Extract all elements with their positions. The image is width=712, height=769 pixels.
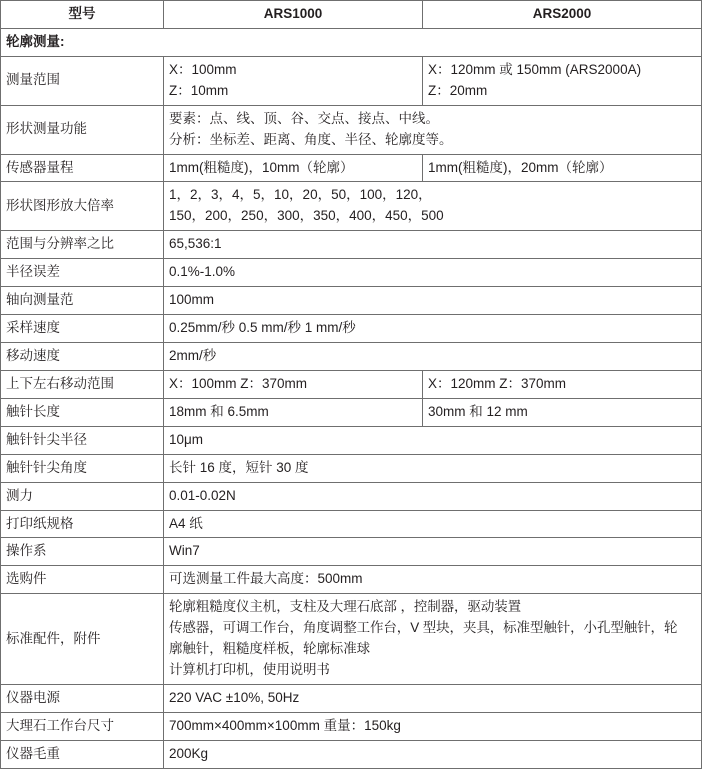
table-row-stylus-tip-angle bbox=[1, 454, 702, 482]
row-label-range-resolution-ratio: 范围与分辨率之比 bbox=[1, 231, 164, 259]
row-value-stylus-tip-angle: 长针 16 度，短针 30 度 bbox=[164, 454, 702, 482]
row-value-stylus-tip-radius: 10μm bbox=[164, 426, 702, 454]
row-value-measure-range-ars1000 bbox=[164, 56, 423, 105]
row-value-travel-range-ars1000: X：100mm Z：370mm bbox=[164, 370, 423, 398]
row-value-paper-spec: A4 纸 bbox=[164, 510, 702, 538]
table-row-accessories bbox=[1, 594, 702, 685]
row-value-options: 可选测量工件最大高度：500mm bbox=[164, 566, 702, 594]
row-label-travel-range: 上下左右移动范围 bbox=[1, 370, 164, 398]
row-label-os: 操作系 bbox=[1, 538, 164, 566]
table-row-paper-spec bbox=[1, 510, 702, 538]
row-value-os: Win7 bbox=[164, 538, 702, 566]
row-label-marble-table-size: 大理石工作台尺寸 bbox=[1, 712, 164, 740]
header-model-label: 型号 bbox=[1, 1, 164, 29]
table-row-shape-function bbox=[1, 105, 702, 154]
accessories-line2: 传感器，可调工作台，角度调整工作台，V 型块，夹具，标准型触针，小孔型触针，轮 bbox=[169, 620, 678, 636]
shape-function-line1: 要素：点、线、顶、谷、交点、接点、中线。 bbox=[169, 110, 439, 126]
row-value-power: 220 VAC ±10%, 50Hz bbox=[164, 684, 702, 712]
table-row-options bbox=[1, 566, 702, 594]
row-value-range-resolution-ratio: 65,536:1 bbox=[164, 231, 702, 259]
table-row-magnification bbox=[1, 182, 702, 231]
table-row-range-resolution-ratio bbox=[1, 231, 702, 259]
row-label-magnification: 形状图形放大倍率 bbox=[1, 182, 164, 231]
measure-range-a-line1: X：100mm bbox=[169, 61, 237, 77]
row-label-radius-error: 半径误差 bbox=[1, 259, 164, 287]
row-value-travel-range-ars2000: X：120mm Z：370mm bbox=[423, 370, 702, 398]
row-value-stylus-length-ars2000: 30mm 和 12 mm bbox=[423, 398, 702, 426]
row-label-power: 仪器电源 bbox=[1, 684, 164, 712]
row-value-accessories bbox=[164, 594, 702, 685]
row-label-shape-function: 形状测量功能 bbox=[1, 105, 164, 154]
row-value-magnification bbox=[164, 182, 702, 231]
row-value-shape-function bbox=[164, 105, 702, 154]
row-value-axial-range: 100mm bbox=[164, 287, 702, 315]
row-value-sensor-range-ars2000: 1mm(粗糙度)，20mm（轮廓） bbox=[423, 154, 702, 182]
table-row-radius-error bbox=[1, 259, 702, 287]
magnification-line2: 150，200，250，300，350，400，450，500 bbox=[169, 208, 444, 224]
magnification-line1: 1，2，3，4，5，10，20，50，100，120， bbox=[169, 187, 432, 203]
row-value-radius-error: 0.1%-1.0% bbox=[164, 259, 702, 287]
table-header-row bbox=[1, 1, 702, 29]
table-row-travel-range bbox=[1, 370, 702, 398]
table-row-axial-range bbox=[1, 287, 702, 315]
table-row-sampling-speed bbox=[1, 315, 702, 343]
row-label-stylus-tip-radius: 触针针尖半径 bbox=[1, 426, 164, 454]
measure-range-b-line1: X：120mm 或 150mm (ARS2000A) bbox=[428, 61, 642, 77]
row-value-marble-table-size: 700mm×400mm×100mm 重量：150kg bbox=[164, 712, 702, 740]
measure-range-b-line2: Z：20mm bbox=[428, 82, 488, 98]
table-row-os bbox=[1, 538, 702, 566]
row-label-measure-range: 测量范围 bbox=[1, 56, 164, 105]
shape-function-line2: 分析：坐标差、距离、角度、半径、轮廓度等。 bbox=[169, 131, 453, 147]
row-value-measuring-force: 0.01-0.02N bbox=[164, 482, 702, 510]
section-title-profile-measurement: 轮廓测量: bbox=[1, 28, 702, 56]
row-value-stylus-length-ars1000: 18mm 和 6.5mm bbox=[164, 398, 423, 426]
table-row-measuring-force bbox=[1, 482, 702, 510]
measure-range-a-line2: Z：10mm bbox=[169, 82, 229, 98]
header-column-ars1000: ARS1000 bbox=[164, 1, 423, 29]
row-label-accessories: 标准配件，附件 bbox=[1, 594, 164, 685]
table-row-power bbox=[1, 684, 702, 712]
row-value-sampling-speed: 0.25mm/秒 0.5 mm/秒 1 mm/秒 bbox=[164, 315, 702, 343]
table-row-move-speed bbox=[1, 342, 702, 370]
table-row-sensor-range bbox=[1, 154, 702, 182]
table-row-stylus-tip-radius bbox=[1, 426, 702, 454]
row-value-sensor-range-ars1000: 1mm(粗糙度)，10mm（轮廓） bbox=[164, 154, 423, 182]
accessories-line4: 计算机打印机，使用说明书 bbox=[169, 662, 330, 678]
row-label-stylus-length: 触针长度 bbox=[1, 398, 164, 426]
table-row-marble-table-size bbox=[1, 712, 702, 740]
row-value-gross-weight: 200Kg bbox=[164, 740, 702, 768]
row-label-axial-range: 轴向测量范 bbox=[1, 287, 164, 315]
row-label-gross-weight: 仪器毛重 bbox=[1, 740, 164, 768]
table-row-gross-weight bbox=[1, 740, 702, 768]
header-column-ars2000: ARS2000 bbox=[423, 1, 702, 29]
row-value-measure-range-ars2000 bbox=[423, 56, 702, 105]
accessories-line3: 廓触针，粗糙度样板，轮廓标准球 bbox=[169, 641, 370, 657]
table-row-measure-range bbox=[1, 56, 702, 105]
row-label-move-speed: 移动速度 bbox=[1, 342, 164, 370]
row-label-sampling-speed: 采样速度 bbox=[1, 315, 164, 343]
row-value-move-speed: 2mm/秒 bbox=[164, 342, 702, 370]
row-label-options: 选购件 bbox=[1, 566, 164, 594]
row-label-stylus-tip-angle: 触针针尖角度 bbox=[1, 454, 164, 482]
row-label-measuring-force: 测力 bbox=[1, 482, 164, 510]
row-label-paper-spec: 打印纸规格 bbox=[1, 510, 164, 538]
table-row-stylus-length bbox=[1, 398, 702, 426]
row-label-sensor-range: 传感器量程 bbox=[1, 154, 164, 182]
accessories-line1: 轮廓粗糙度仪主机，支柱及大理石底部 ，控制器，驱动装置 bbox=[169, 599, 522, 615]
section-row-profile-measurement bbox=[1, 28, 702, 56]
